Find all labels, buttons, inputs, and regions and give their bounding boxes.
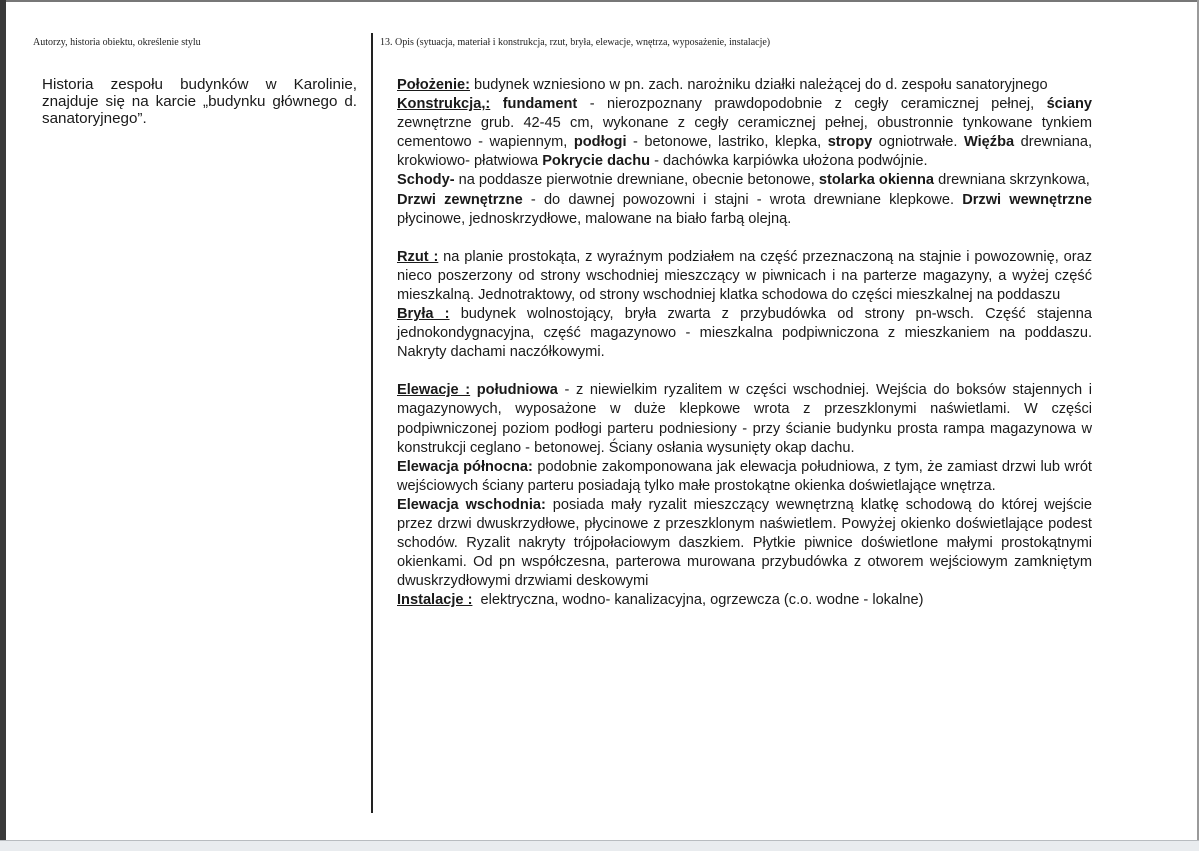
column-divider: [371, 33, 373, 813]
section-polozenie: [397, 76, 1092, 95]
section-elewacja-polnocna: [397, 458, 1092, 496]
history-paragraph: Historia zespołu budynków w Karolinie, znajduje się na karcie „budynku głównego d. sanatoryjnego”.: [42, 76, 357, 128]
text-wschodnia: posiada mały ryzalit mieszczący wewnętrzną klatkę schodową do której wejście przez drzwi dwuskrzydłowe, płycinowe z przeszklonym naświetlem. Powyżej okienko doświetlające podest schodów. Ryzalit nakryty trójpołaciowym daszkiem. Płytkie piwnice doświetlone małymi prostokątnymi okienkami. Od pn współczesna, parterowa murowana przybudówka z otworem wejściowym zamkniętym dwuskrzydłowymi drzwiami deskowymi: [397, 496, 1092, 590]
page-bottom-edge: [0, 840, 1199, 851]
text-polnocna: podobnie zakomponowana jak elewacja południowa, z tym, że zamiast drzwi lub wrót wejściowych ściany parteru posiadają tylko małe prostokątne okienka doświetlające wnętrza.: [397, 458, 1092, 494]
label-stolarka: stolarka okienna: [818, 172, 935, 189]
section-drzwi: [397, 191, 1092, 229]
label-poludniowa: południowa: [476, 382, 558, 399]
section-elewacja-wschodnia: [397, 496, 1092, 591]
label-konstrukcja: Konstrukcja,:: [397, 96, 491, 113]
label-rzut: Rzut :: [397, 248, 439, 265]
section-konstrukcja: [397, 95, 1092, 171]
text-wiezba: drewniana, krokwiowo- płatwiowa: [397, 134, 1093, 170]
section-elewacje: [397, 381, 1092, 457]
text-bryla: budynek wolnostojący, bryła zwarta z przybudówka od strony pn-wsch. Część stajenna jednokondygnacyjna, część magazynowo - mieszkalna podpiwniczona z mieszkaniem na poddaszu. Nakryty dachami naczółkowymi.: [397, 306, 1092, 361]
text-rzut: na planie prostokąta, z wyraźnym podziałem na część przeznaczoną na stajnie i powozownię, oraz nieco poszerzony od strony wschodniej mieszczący w piwnicach i na parterze magazyny, a wyżej część mieszkalną. Jednotraktowy, od strony wschodniej klatka schodowa do części mieszkalnej na poddaszu: [397, 248, 1092, 303]
text-stolarka: drewniana skrzynkowa,: [934, 172, 1090, 189]
label-polnocna: Elewacja północna:: [397, 458, 533, 475]
label-sciany: ściany: [1046, 96, 1092, 113]
label-fundament: fundament: [502, 96, 578, 113]
page-top-edge: [0, 0, 1199, 2]
text-instalacje: elektryczna, wodno- kanalizacyjna, ogrzewcza (c.o. wodne - lokalne): [472, 592, 924, 609]
section-rzut: [397, 248, 1092, 305]
section-instalacje: [397, 591, 1092, 610]
label-stropy: stropy: [827, 134, 873, 151]
right-column-header: 13. Opis (sytuacja, materiał i konstrukcja, rzut, bryła, elewacje, wnętrza, wyposażenie, instalacje): [380, 37, 771, 48]
text-drzwi-zewn: - do dawnej powozowni i stajni - wrota drewniane klepkowe.: [522, 191, 963, 208]
text-fundament: - nierozpoznany prawdopodobnie z cegły ceramicznej pełnej,: [577, 96, 1047, 113]
label-wschodnia: Elewacja wschodnia:: [397, 496, 546, 513]
label-bryla: Bryła :: [397, 306, 450, 323]
label-drzwi-wewn: Drzwi wewnętrzne: [962, 191, 1092, 208]
label-drzwi-zewn: Drzwi zewnętrzne: [397, 191, 523, 208]
label-polozenie: Położenie:: [397, 77, 470, 93]
text-schody: na poddasze pierwotnie drewniane, obecnie betonowe,: [454, 172, 819, 189]
label-podlogi: podłogi: [573, 134, 627, 151]
text-poludniowa: - z niewielkim ryzalitem w części wschodniej. Wejścia do boksów stajennych i magazynowych, wyposażone w duże klepkowe wrota z przeszklonymi naświetlami. W części podpiwniczonej poziom podłogi parteru podniesiony - przy ścianie budynku prosta rampa magazynowa w konstrukcji ceglano - betonowej. Ściany osłania wysunięty okap dachu.: [397, 382, 1092, 456]
text-drzwi-wewn: płycinowe, jednoskrzydłowe, malowane na biało farbą olejną.: [397, 210, 792, 227]
text-sciany: zewnętrzne grub. 42-45 cm, wykonane z cegły ceramicznej pełnej, obustronnie tynkowane tynkiem cementowo - wapiennym,: [397, 115, 1092, 151]
section-bryla: [397, 305, 1092, 362]
spacer: [397, 229, 1092, 248]
text-stropy: ogniotrwałe.: [872, 134, 964, 151]
label-schody: Schody-: [397, 172, 455, 189]
label-wiezba: Więźba: [963, 134, 1015, 151]
text-pokrycie: - dachówka karpiówka ułożona podwójnie.: [650, 153, 928, 170]
section-schody: [397, 171, 1092, 190]
spacer: [397, 362, 1092, 381]
label-elewacje: Elewacje :: [397, 382, 471, 399]
text-polozenie: budynek wzniesiono w pn. zach. narożniku działki należącej do d. zespołu sanatoryjnego: [469, 77, 1048, 93]
label-pokrycie: Pokrycie dachu: [542, 153, 651, 170]
left-column-header: Autorzy, historia obiektu, określenie stylu: [33, 37, 201, 48]
text-podlogi: - betonowe, lastriko, klepka,: [626, 134, 828, 151]
description-body: [397, 76, 1092, 610]
page-left-edge: [0, 0, 6, 851]
label-instalacje: Instalacje :: [397, 592, 473, 609]
